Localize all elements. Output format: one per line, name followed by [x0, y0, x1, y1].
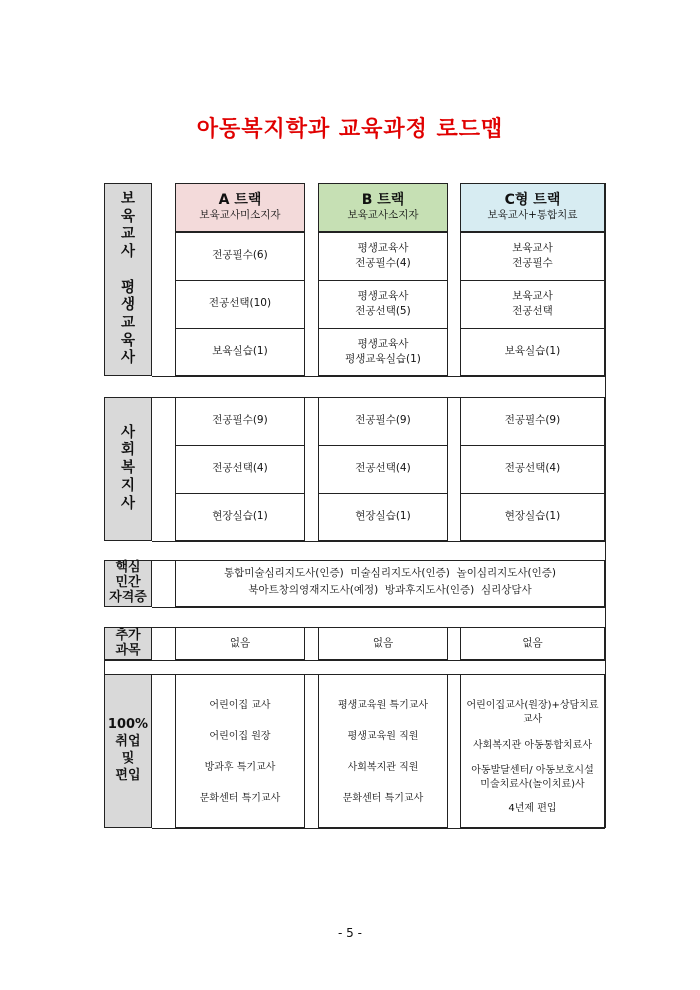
- label-char: 사: [120, 350, 135, 367]
- section-label-social: [104, 397, 152, 541]
- label-char: 사: [120, 244, 135, 261]
- label-char: 육: [120, 208, 135, 225]
- teacher-cell: 전공선택(10): [208, 297, 272, 310]
- frame-line: [605, 183, 606, 397]
- social-cell: 전공필수(9): [504, 414, 561, 427]
- label-char: 사: [120, 424, 135, 441]
- social-cell: 전공필수(9): [212, 414, 268, 427]
- page-title: 아동복지학과 교육과정 로드맵: [196, 117, 504, 142]
- teacher-cell: 보육교사 전공필수: [512, 241, 553, 269]
- job-item: 문화센터 특기교사: [342, 793, 424, 804]
- social-cell: 현장실습(1): [355, 510, 411, 523]
- jobs-col-b: [318, 674, 448, 828]
- teacher-cell: 전공필수(6): [212, 249, 268, 262]
- teacher-cell: 평생교육사 평생교육실습(1): [345, 337, 421, 365]
- label-char: 회: [120, 442, 135, 459]
- label-char: 교: [120, 314, 135, 331]
- job-item: 방과후 특기교사: [204, 762, 276, 773]
- frame-line: [152, 541, 605, 542]
- frame-line: [152, 828, 605, 829]
- job-item: 평생교육원 직원: [347, 731, 419, 742]
- frame-line: [605, 627, 606, 674]
- job-item: 아동발달센터/ 아동보호시설 미술치료사(놀이치료)사: [471, 765, 594, 790]
- track-sub: 보육교사소지자: [347, 209, 419, 222]
- label-char: 지: [120, 477, 135, 494]
- frame-line: [104, 660, 105, 674]
- frame-line: [605, 674, 606, 828]
- cert-line: 북아트창의영재지도사(예정) 방과후지도사(인증) 심리상담사: [248, 584, 532, 597]
- job-item: 어린이집 원장: [209, 731, 271, 742]
- label-char: 육: [120, 332, 135, 349]
- label-char: 생: [120, 297, 135, 314]
- extra-cell: 없음: [372, 636, 394, 649]
- label-char: [125, 262, 130, 280]
- teacher-cell: 보육실습(1): [212, 345, 268, 358]
- section-label-cert: 핵심 민간 자격증: [104, 560, 152, 607]
- job-item: 문화센터 특기교사: [199, 793, 281, 804]
- social-cell: 현장실습(1): [212, 510, 268, 523]
- track-name: C형 트랙: [504, 191, 561, 208]
- social-cell: 전공선택(4): [212, 462, 268, 475]
- track-header-a: [175, 183, 305, 232]
- section-label-jobs: 100% 취업 및 편입: [104, 674, 152, 828]
- track-name: A 트랙: [218, 191, 262, 208]
- section-label-teacher: [104, 183, 152, 376]
- jobs-col-c: [460, 674, 605, 828]
- jobs-col-a: [175, 674, 305, 828]
- page-number: - 5 -: [338, 926, 362, 940]
- social-cell: 전공선택(4): [504, 462, 561, 475]
- track-sub: 보육교사+통합치료: [487, 209, 578, 222]
- job-item: 어린이집 교사: [209, 700, 271, 711]
- section-label-extra: 추가 과목: [104, 627, 152, 660]
- job-item: 평생교육원 특기교사: [337, 700, 429, 711]
- social-cell: 현장실습(1): [504, 510, 561, 523]
- label-char: 보: [120, 191, 135, 208]
- extra-cell: 없음: [522, 636, 543, 649]
- track-header-b: [318, 183, 448, 232]
- track-header-c: [460, 183, 605, 232]
- track-sub: 보육교사미소지자: [199, 209, 281, 222]
- cert-line: 통합미술심리지도사(인증) 미술심리지도사(인증) 놀이심리지도사(인증): [223, 567, 557, 580]
- frame-line: [605, 397, 606, 627]
- frame-line: [104, 660, 605, 661]
- teacher-cell: 보육실습(1): [504, 345, 561, 358]
- social-cell: 전공선택(4): [355, 462, 411, 475]
- label-char: 복: [120, 460, 135, 477]
- teacher-cell: 평생교육사 전공선택(5): [355, 289, 411, 317]
- job-item: 4년제 편입: [508, 803, 557, 814]
- frame-line: [152, 376, 605, 377]
- job-item: 사회복지관 아동통합치료사: [472, 740, 593, 751]
- social-cell: 전공필수(9): [355, 414, 411, 427]
- teacher-cell: 보육교사 전공선택: [512, 289, 553, 317]
- teacher-cell: 평생교육사 전공필수(4): [355, 241, 411, 269]
- label-char: 사: [120, 495, 135, 512]
- extra-cell: 없음: [229, 636, 251, 649]
- job-item: 어린이집교사(원장)+상담치료 교사: [466, 700, 599, 725]
- track-name: B 트랙: [361, 191, 405, 208]
- label-char: 교: [120, 226, 135, 243]
- frame-line: [152, 607, 605, 608]
- job-item: 사회복지관 직원: [347, 762, 419, 773]
- label-char: 평: [120, 279, 135, 296]
